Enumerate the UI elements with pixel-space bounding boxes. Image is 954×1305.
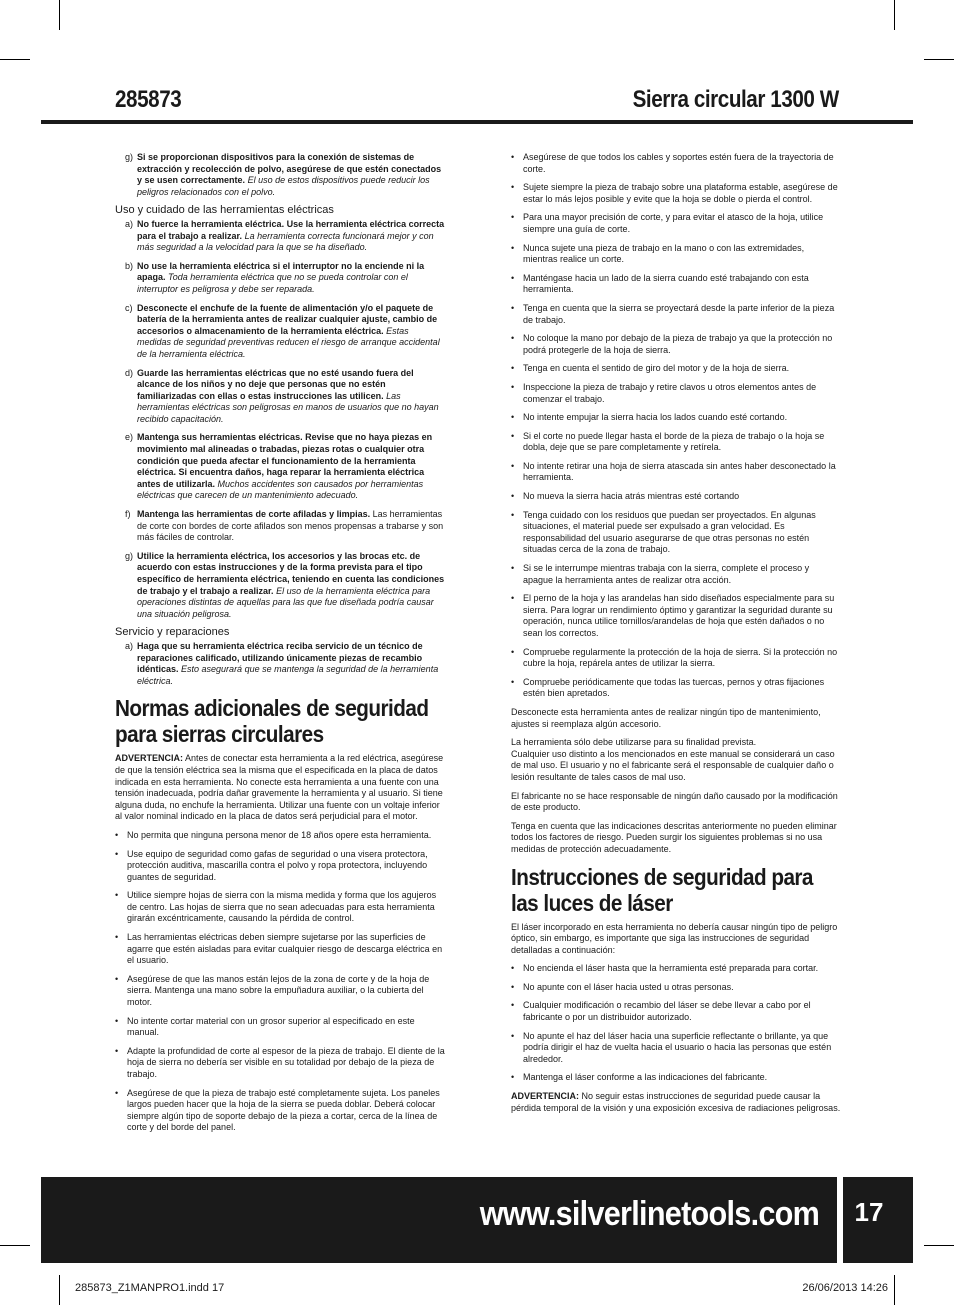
subheading: Servicio y reparaciones <box>115 626 230 639</box>
bullet-item: • No encienda el láser hasta que la herramienta esté preparada para cortar. <box>511 963 841 975</box>
subheading: Uso y cuidado de las herramientas eléctricas <box>115 204 334 217</box>
list-item: b) No use la herramienta eléctrica si el interruptor no la enciende ni la apaga. Toda herramienta eléctrica que no se pueda controlar con el interruptor es peligrosa y debe ser reparada. <box>125 260 425 294</box>
bullet-item: • No coloque la mano por debajo de la pieza de trabajo ya que la protección no podrá protegerle de la hoja de sierra. <box>511 333 841 356</box>
header-rule <box>41 120 913 124</box>
section-heading: Instrucciones de seguridad para las luces de láser <box>511 863 813 916</box>
bullet-item: • Compruebe regularmente la protección de la hoja de sierra. Si la protección no cubre la hoja, repárela antes de utilizar la sierra. <box>511 647 841 670</box>
list-item: e) Mantenga sus herramientas eléctricas. Revise que no haya piezas en movimiento mal alineadas o trabadas, piezas rotas o cualquier otra condición que pueda afectar el funcionamiento de la herramienta eléctrica. Si encuentra daños, haga reparar la herramienta eléctrica antes de utilizarla. Muchos accidentes son causados por herramientas eléctricas que carecen de un mantenimiento adecuado. <box>125 432 433 501</box>
bullet-item: • Adapte la profundidad de corte al espesor de la pieza de trabajo. El diente de la hoja de sierra no debería ser visible en su totalidad por debajo de la pieza de trabajo. <box>115 1046 445 1081</box>
bullet-item: • Para una mayor precisión de corte, y para evitar el atasco de la hoja, utilice siempre una guía de corte. <box>511 212 841 235</box>
crop-mark <box>59 0 60 30</box>
bullet-item: • Tenga cuidado con los residuos que puedan ser proyectados. En algunas situaciones, el material puede ser expulsado a gran velocidad. Es responsabilidad del usuario asegurarse de que otras personas no estén situadas cerca de la zona de trabajo. <box>511 510 841 556</box>
bullet-item: • No intente empujar la sierra hacia los lados cuando esté cortando. <box>511 412 841 424</box>
crop-mark <box>0 59 30 60</box>
footer-bar <box>41 1177 837 1263</box>
warning-paragraph: ADVERTENCIA: No seguir estas instrucciones de seguridad puede causar la pérdida temporal de la visión y una exposición excesiva de radiaciones peligrosas. <box>511 1091 841 1113</box>
bullet-item: • Asegúrese de que todos los cables y soportes estén fuera de la trayectoria de corte. <box>511 152 841 175</box>
crop-mark <box>894 0 895 30</box>
bullet-item: • Mantenga el láser conforme a las indicaciones del fabricante. <box>511 1072 841 1084</box>
bullet-item: • Tenga en cuenta que la sierra se proyectará desde la parte inferior de la pieza de trabajo. <box>511 303 841 326</box>
bullet-item: • El perno de la hoja y las arandelas han sido diseñados especialmente para su sierra. Para lograr un rendimiento óptimo y garantizar la seguridad durante su operación, nunca utilice tornillos/arandelas de hoja que estén dañados o no sean los correctos. <box>511 593 841 639</box>
paragraph: El fabricante no se hace responsable de ningún daño causado por la modificación de este producto. <box>511 790 838 813</box>
bullet-item: • Asegúrese de que las manos están lejos de la zona de corte y de la hoja de sierra. Mantenga una mano sobre la empuñadura auxiliar, o la cubierta del motor. <box>115 974 445 1009</box>
right-column <box>511 152 841 1121</box>
file-slug: 285873_Z1MANPRO1.indd 17 <box>75 1282 225 1294</box>
product-code: 285873 <box>115 86 182 113</box>
left-column <box>115 152 445 1141</box>
bullet-item: • Manténgase hacia un lado de la sierra cuando esté trabajando con esta herramienta. <box>511 273 841 296</box>
bullet-item: • Utilice siempre hojas de sierra con la misma medida y forma que los agujeros de centro. Las hojas de sierra que no sean adecuadas para esta herramienta girarán excéntricamente, causando la pérdida de control. <box>115 890 445 925</box>
list-item: g) Utilice la herramienta eléctrica, los accesorios y las brocas etc. de acuerdo con estas instrucciones y de la forma prevista para el tipo específico de herramienta eléctrica, teniendo en cuenta las condiciones de trabajo y el trabajo a realizar. El uso de la herramienta eléctrica para operaciones distintas de aquellas para las que fue diseñada podría causar una situación peligrosa. <box>125 550 445 619</box>
bullet-item: • Use equipo de seguridad como gafas de seguridad o una visera protectora, protección auditiva, mascarilla contra el polvo y ropa protectora, incluyendo guantes de seguridad. <box>115 849 445 884</box>
page-title: Sierra circular 1300 W <box>632 86 839 113</box>
paragraph: El láser incorporado en esta herramienta no debería causar ningún tipo de peligro óptico, sin embargo, es importante que siga las instrucciones de seguridad detalladas a continuación: <box>511 921 838 955</box>
bullet-item: • No apunte con el láser hacia usted u otras personas. <box>511 982 841 994</box>
section-heading: Normas adicionales de seguridad para sierras circulares <box>115 695 429 748</box>
crop-mark <box>924 59 954 60</box>
crop-mark <box>0 1245 30 1246</box>
list-item: c) Desconecte el enchufe de la fuente de alimentación y/o el paquete de batería de la herramienta antes de realizar cualquier ajuste, cambio de accesorios o almacenamiento de la herramienta eléctrica. Estas medidas de seguridad preventivas reducen el riesgo de arranque accidental de la herramienta eléctrica. <box>125 302 440 359</box>
crop-mark <box>59 1275 60 1305</box>
paragraph: Desconecte esta herramienta antes de realizar ningún tipo de mantenimiento, ajustes si reemplaza algún accesorio. <box>511 706 821 729</box>
crop-mark <box>894 1275 895 1305</box>
bullet-item: • No intente cortar material con un grosor superior al especificado en este manual. <box>115 1016 445 1039</box>
list-item: a) Haga que su herramienta eléctrica reciba servicio de un técnico de reparaciones calificado, utilizando únicamente piezas de recambio idénticas. Esto asegurará que se mantenga la seguridad de la herramienta eléctrica. <box>125 640 439 686</box>
list-item: a) No fuerce la herramienta eléctrica. Use la herramienta eléctrica correcta para el trabajo a realizar. La herramienta correcta funcionará mejor y con más seguridad a la velocidad para la que se ha diseñado. <box>125 218 445 253</box>
warning-paragraph: ADVERTENCIA: Antes de conectar esta herramienta a la red eléctrica, asegúrese de que la tensión eléctrica sea la misma que el especificada en la placa de datos indicada en esta herramienta. No conecte esta herramienta a una fuente con una tensión inadecuada, podría dañar gravemente la herramienta y al usuario. Si tiene alguna duda, no enchufe la herramienta. Utilizar una fuente con un voltaje inferior al valor nominal indicado en la placa de datos será perjudicial para el motor. <box>115 753 444 822</box>
page-number: 17 <box>854 1197 884 1227</box>
page-number-box <box>843 1177 913 1263</box>
bullet-item: • Tenga en cuenta el sentido de giro del motor y de la hoja de sierra. <box>511 363 841 375</box>
bullet-item: • Inspeccione la pieza de trabajo y retire clavos u otros elementos antes de comenzar el trabajo. <box>511 382 841 405</box>
website-link[interactable]: www.silverlinetools.com <box>479 1195 819 1233</box>
bullet-item: • No mueva la sierra hacia atrás mientras esté cortando <box>511 491 841 503</box>
date-slug: 26/06/2013 14:26 <box>802 1282 888 1294</box>
list-item: f) Mantenga las herramientas de corte afiladas y limpias. Las herramientas de corte con bordes de corte afilados son menos propensas a trabarse y son más fáciles de controlar. <box>125 509 444 543</box>
list-item: g) Si se proporcionan dispositivos para la conexión de sistemas de extracción y recolección de polvo, asegúrese de que estén conectados y se usen correctamente. El uso de estos dispositivos puede reducir los peligros relacionados con el polvo. <box>125 152 442 197</box>
bullet-item: • No apunte el haz del láser hacia una superficie reflectante o brillante, ya que podría dirigir el haz de vuelta hacia el usuario o hacia las personas que estén alrededor. <box>511 1031 841 1066</box>
bullet-item: • Las herramientas eléctricas deben siempre sujetarse por las superficies de agarre que estén aisladas para evitar cualquier riesgo de descarga eléctrica en el usuario. <box>115 932 445 967</box>
bullet-item: • Si el corte no puede llegar hasta el borde de la pieza de trabajo o la hoja se dobla, deje que se pare completamente y retírela. <box>511 431 841 454</box>
bullet-item: • Compruebe periódicamente que todas las tuercas, pernos y otras fijaciones estén bien apretados. <box>511 677 841 700</box>
bullet-item: • Si se le interrumpe mientras trabaja con la sierra, complete el proceso y apague la herramienta antes de realizar otra acción. <box>511 563 841 586</box>
paragraph: Tenga en cuenta que las indicaciones descritas anteriormente no pueden eliminar todos los factores de riesgo. Pueden surgir los siguientes problemas si no usa medidas de protección adecuadamente. <box>511 820 837 854</box>
bullet-item: • No intente retirar una hoja de sierra atascada sin antes haber desconectado la herramienta. <box>511 461 841 484</box>
bullet-item: • Cualquier modificación o recambio del láser se debe llevar a cabo por el fabricante o por un distribuidor autorizado. <box>511 1000 841 1023</box>
paragraph: La herramienta sólo debe utilizarse para su finalidad prevista. Cualquier uso distinto a los mencionados en este manual se considerará un caso de mal uso. El usuario y no el fabricante será el responsable de cualquier daño o lesión resultante de tales casos de mal uso. <box>511 737 835 782</box>
bullet-item: • No permita que ninguna persona menor de 18 años opere esta herramienta. <box>115 830 445 842</box>
bullet-item: • Sujete siempre la pieza de trabajo sobre una plataforma estable, asegúrese de estar lo más lejos posible y evite que la hoja se doble o pierda el control. <box>511 182 841 205</box>
bullet-item: • Asegúrese de que la pieza de trabajo esté completamente sujeta. Los paneles largos pueden hacer que la hoja de la sierra se pueda doblar. Deberá colocar siempre algún tipo de soporte debajo de la pieza a cortar, cerca de la línea de corte y del borde del panel. <box>115 1088 445 1134</box>
bullet-item: • Nunca sujete una pieza de trabajo en la mano o con las extremidades, mientras realice un corte. <box>511 243 841 266</box>
crop-mark <box>924 1245 954 1246</box>
list-item: d) Guarde las herramientas eléctricas que no esté usando fuera del alcance de los niños y no deje que personas que no estén familiarizadas con ellas o estas instrucciones las utilicen. Las herramientas eléctricas son peligrosas en manos de usuarios que no hayan recibido capacitación. <box>125 367 439 424</box>
